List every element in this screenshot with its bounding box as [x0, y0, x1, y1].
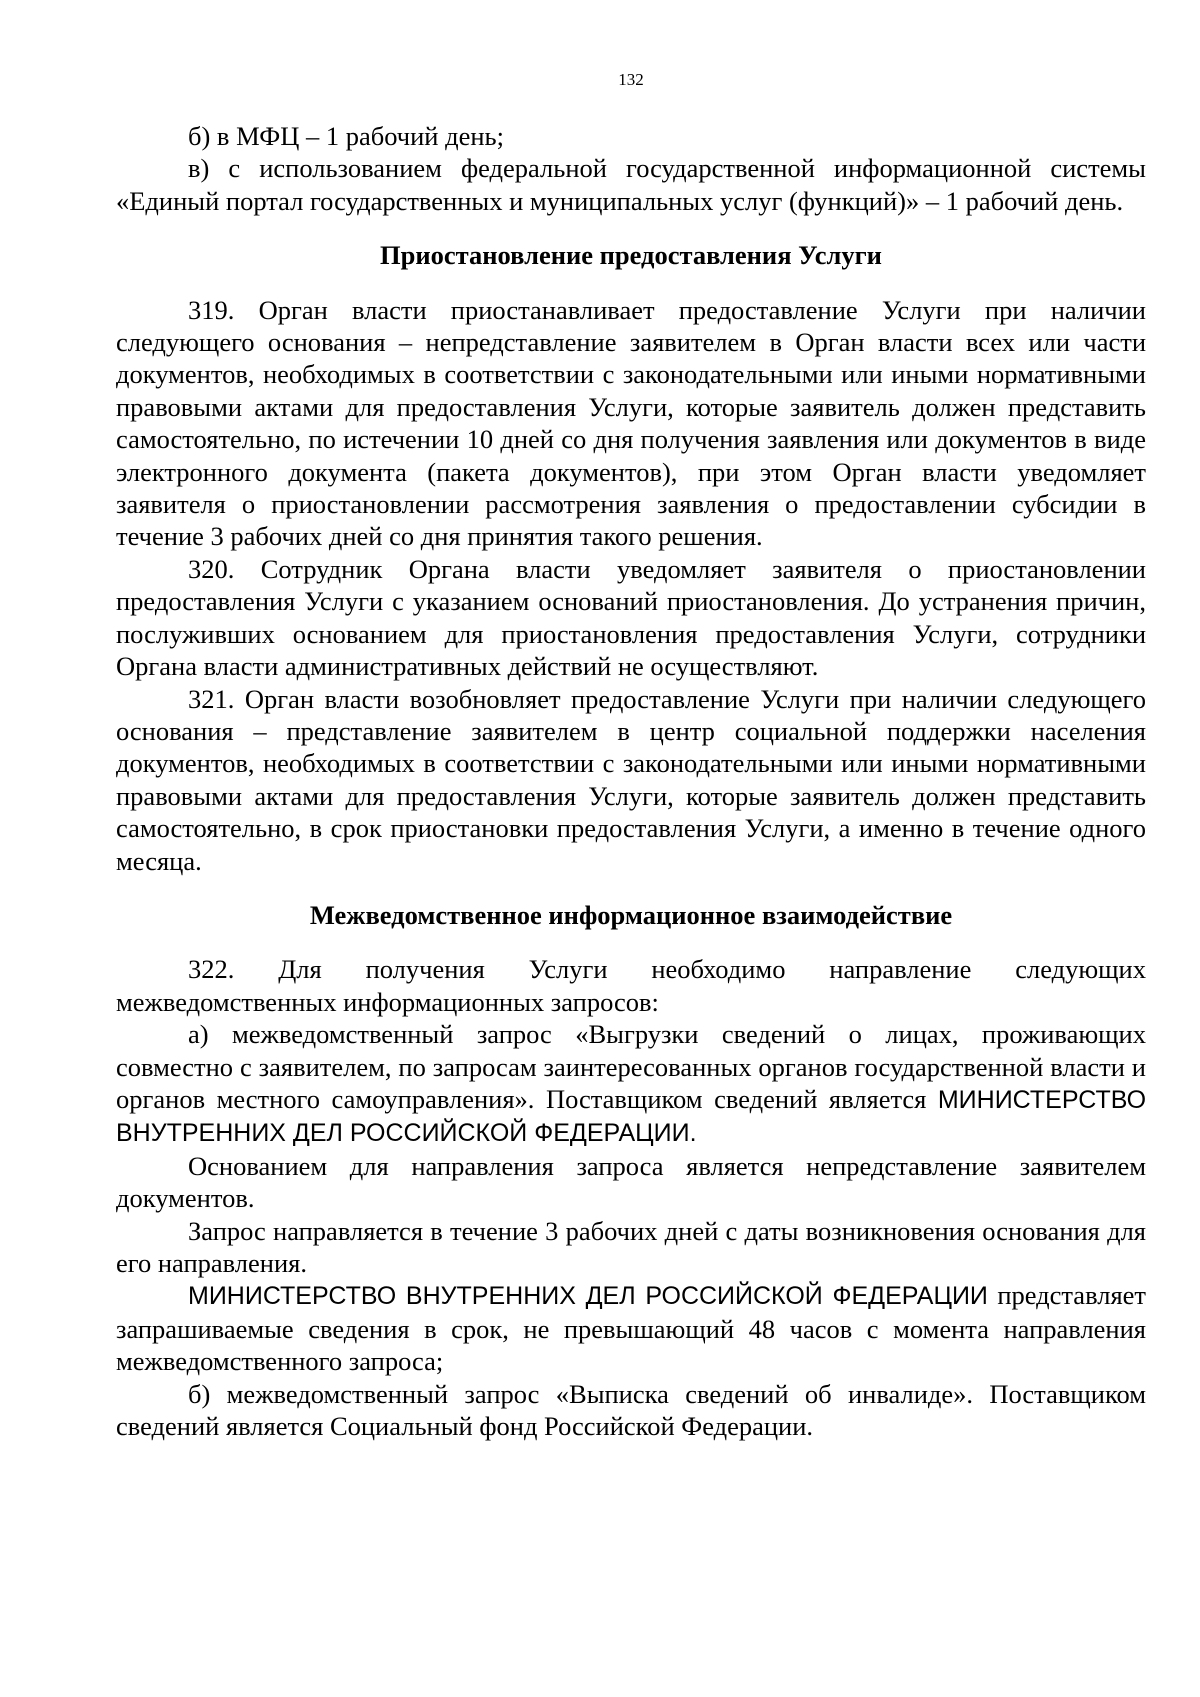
paragraph-322: 322. Для получения Услуги необходимо направление следующих межведомственных информационных запросов: — [116, 954, 1146, 1017]
section-heading-interagency: Межведомственное информационное взаимодействие — [309, 899, 953, 930]
paragraph-item-b-disability: б) межведомственный запрос «Выписка сведений об инвалиде». Поставщиком сведений является Социальный фонд Российской Федерации. — [116, 1378, 1146, 1442]
paragraph-item-v-portal: в) с использованием федеральной государственной информационной системы «Единый портал государственных и муниципальных услуг (функций)» – 1 рабочий день. — [116, 153, 1146, 216]
paragraph-319: 319. Орган власти приостанавливает предоставление Услуги при наличии следующего основания – непредставление заявителем в Орган власти всех или части документов, необходимых в соответствии с законодательными или иными нормативными правовыми актами для предоставления Услуги, которые заявитель должен представить самостоятельно, по истечении 10 дней со дня получения заявления или документов в виде электронного документа (пакета документов), при этом Орган власти уведомляет заявителя о приостановлении рассмотрения заявления о предоставлении субсидии в течение 3 рабочих дней со дня принятия такого решения. — [116, 294, 1146, 552]
paragraph-item-a-request — [116, 1018, 1146, 1150]
document-body — [116, 120, 1146, 1442]
paragraph-request-sent: Запрос направляется в течение 3 рабочих дней с даты возникновения основания для его направления. — [116, 1215, 1146, 1278]
item-a-text: а) межведомственный запрос «Выгрузки сведений о лицах, проживающих совместно с заявителем, по запросам заинтересованных органов государственной власти и органов местного самоуправления». Поставщиком сведений является — [116, 1019, 1146, 1114]
paragraph-item-b-mfc: б) в МФЦ – 1 рабочий день; — [188, 121, 504, 151]
ministry-provides-text: представляет запрашиваемые сведения в срок, не превышающий 48 часов с момента направления межведомственного запроса; — [116, 1280, 1146, 1377]
paragraph-320: 320. Сотрудник Органа власти уведомляет заявителя о приостановлении предоставления Услуги с указанием оснований приостановления. До устранения причин, послуживших основанием для приостановления предоставления Услуги, сотрудники Органа власти административных действий не осуществляют. — [116, 553, 1146, 682]
paragraph-321: 321. Орган власти возобновляет предоставление Услуги при наличии следующего основания – представление заявителем в центр социальной поддержки населения документов, необходимых в соответствии с законодательными или иными нормативными правовыми актами для предоставления Услуги, которые заявитель должен представить самостоятельно, в срок приостановки предоставления Услуги, а именно в течение одного месяца. — [116, 683, 1146, 876]
section-heading-suspension: Приостановление предоставления Услуги — [380, 240, 882, 271]
paragraph-basis: Основанием для направления запроса является непредставление заявителем документов. — [116, 1150, 1146, 1214]
page-number: 132 — [618, 70, 644, 89]
ministry-name: МИНИСТЕРСТВО ВНУТРЕННИХ ДЕЛ РОССИЙСКОЙ ФЕДЕРАЦИИ — [188, 1282, 988, 1311]
item-a-ministry: МИНИСТЕРСТВО ВНУТРЕННИХ ДЕЛ РОССИЙСКОЙ ФЕДЕРАЦИИ. — [116, 1085, 1147, 1148]
paragraph-ministry-provides — [116, 1279, 1146, 1377]
